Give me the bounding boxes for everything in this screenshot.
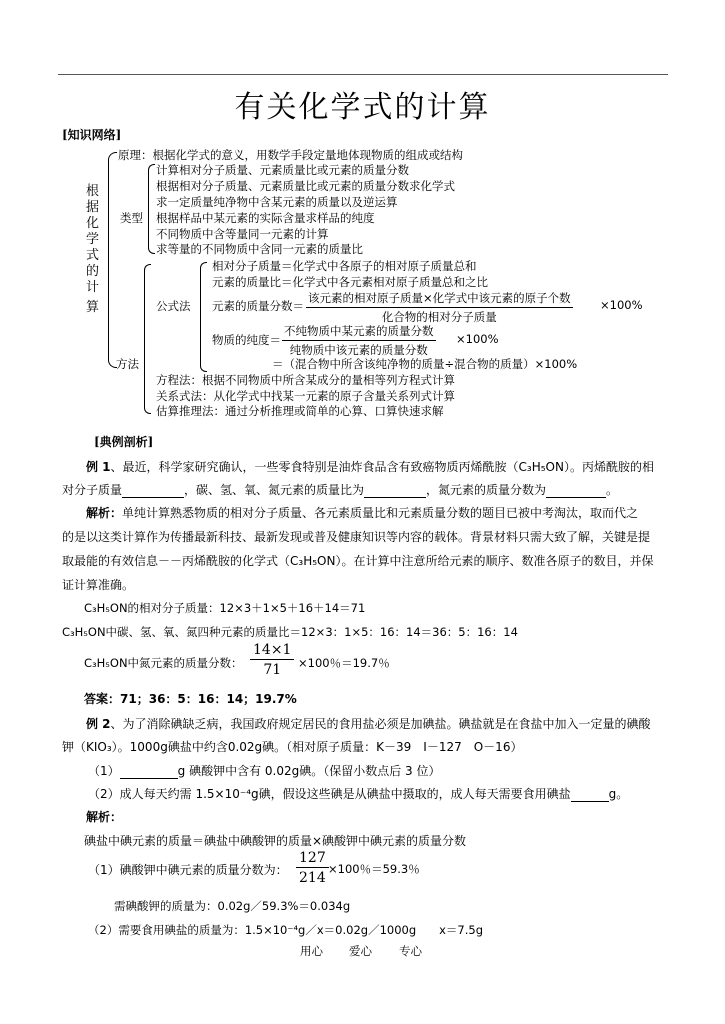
example1-analysis-line1: 解析：单纯计算熟悉物质的相对分子质量、各元素质量比和元素质量分数的题目已被中考淘汰，取而代之	[86, 506, 639, 520]
type-item: 根据相对分子质量、元素质量比或元素的质量分数求化学式	[156, 179, 455, 193]
type-item: 求一定质量纯净物中含某元素的质量以及逆运算	[156, 195, 398, 209]
method-equation: 方程法：根据不同物质中所含某成分的量相等列方程式计算	[156, 373, 455, 387]
formula-purity-label: 物质的纯度＝	[212, 333, 281, 347]
example2-analysis-line1: 碘盐中碘元素的质量＝碘盐中碘酸钾的质量×碘酸钾中碘元素的质量分数	[84, 834, 467, 848]
vertical-char: 学	[86, 232, 100, 247]
formula-mass-fraction	[306, 290, 573, 325]
example2-line2: 钾（KIO₃）。1000g碘盐中约含0.02g碘。（相对原子质量：K－39 I－127 O－16）	[62, 740, 523, 754]
types-brace	[148, 164, 155, 254]
fraction-denominator: 214	[299, 870, 326, 886]
example1-line1: 例 1、最近，科学家研究确认，一些零食特别是油炸食品含有致癌物质丙烯酰胺（C₃H₅ON）。丙烯酰胺的相	[86, 460, 654, 474]
vertical-char: 据	[86, 200, 100, 215]
example1-line2: 对分子质量 ，碳、氢、氧、氮元素的质量比为 ，氮元素的质量分数为 。	[62, 483, 619, 497]
example2-line1: 例 2、为了消除碘缺乏病，我国政府规定居民的食用盐必须是加碘盐。碘盐就是在食盐中加入一定量的碘酸	[86, 717, 651, 731]
vertical-char: 式	[86, 248, 100, 263]
example2-iodine-fraction-label: （1）碘酸钾中碘元素的质量分数为：	[88, 863, 288, 877]
vertical-char: 计	[86, 280, 100, 295]
vertical-char: 根	[86, 184, 100, 199]
vertical-char: 化	[86, 216, 100, 231]
type-item: 计算相对分子质量、元素质量比或元素的质量分数	[156, 163, 409, 177]
formula-method-label: 公式法	[156, 299, 191, 313]
vertical-char: 的	[86, 264, 100, 279]
footer-text: 用心	[300, 944, 323, 958]
header-rule	[58, 74, 668, 75]
fraction-numerator: 该元素的相对原子质量×化学式中该元素的原子个数	[306, 290, 573, 308]
example2-analysis-label: 解析：	[86, 810, 123, 824]
fraction-numerator: 14×1	[250, 642, 294, 660]
principle-text: 原理：根据化学式的意义，用数学手段定量地体现物质的组成或结构	[118, 148, 463, 162]
type-item: 根据样品中某元素的实际含量求样品的纯度	[156, 211, 375, 225]
type-item: 求等量的不同物质中含同一元素的质量比	[156, 242, 363, 256]
page-title: 有关化学式的计算	[234, 90, 491, 125]
formula-molecular-mass: 相对分子质量＝化学式中各原子的相对原子质量总和	[212, 259, 477, 273]
formula-purity-fraction	[282, 323, 436, 358]
example1-answer: 答案：71；36：5：16：14；19.7%	[84, 692, 297, 706]
example2-potassium-iodate-mass: 需碘酸钾的质量为：0.02g／59.3%＝0.034g	[114, 899, 351, 913]
formula-mass-ratio: 元素的质量比＝化学式中各元素相对原子质量总和之比	[212, 275, 488, 289]
answer-blank[interactable]	[364, 485, 426, 498]
formula-mass-fraction-suffix: ×100%	[600, 298, 643, 312]
fraction-denominator: 化合物的相对分子质量	[381, 310, 497, 324]
example1-calc-nitrogen-label: C₃H₅ON中氮元素的质量分数：	[84, 656, 243, 670]
type-item: 不同物质中含等量同一元素的计算	[156, 227, 329, 241]
methods-label: 方法	[116, 357, 139, 371]
fraction-numerator: 127	[296, 850, 329, 868]
example2-question2: （2）成人每天约需 1.5×10⁻⁴g碘，假设这些碘是从碘盐中摄取的，成人每天需要食用碘盐 g。	[88, 787, 629, 801]
answer-blank[interactable]	[122, 485, 184, 498]
answer-blank[interactable]	[571, 789, 609, 802]
example1-label: 例 1	[86, 460, 111, 474]
example2-iodine-fraction-result: ×100％＝59.3％	[328, 862, 420, 876]
example2-iodine-fraction	[296, 850, 329, 886]
vertical-char: 算	[86, 300, 100, 315]
example1-calc-nitrogen-result: ×100％＝19.7％	[298, 656, 390, 670]
methods-brace	[144, 264, 151, 414]
formula-purity-alt: ＝（混合物中所含该纯净物的质量÷混合物的质量）×100%	[272, 357, 578, 371]
types-label: 类型	[120, 211, 143, 225]
footer-text: 爱心	[349, 944, 372, 958]
example1-analysis-line3: 取最能的有效信息－－丙烯酰胺的化学式（C₃H₅ON）。在计算中注意所给元素的顺序、数准各原子的数目，并保	[62, 554, 654, 568]
example1-calc-mass-ratio: C₃H₅ON中碳、氢、氧、氮四种元素的质量比＝12×3：1×5：16：14＝36：5：16：14	[62, 625, 518, 639]
example-section-header: [典例剖析]	[94, 435, 154, 449]
example2-salt-mass: （2）需要食用碘盐的质量为：1.5×10⁻⁴g／x＝0.02g／1000g x＝7.5g	[88, 923, 484, 937]
footer-text: 专心	[399, 944, 422, 958]
formula-mass-fraction-label: 元素的质量分数＝	[212, 299, 304, 313]
fraction-numerator: 不纯物质中某元素的质量分数	[282, 323, 436, 341]
main-brace	[108, 152, 117, 368]
example1-analysis-line2: 的是以这类计算作为传播最新科技、最新发现或普及健康知识等内容的载体。背景材料只需大致了解，关键是提	[62, 530, 651, 544]
example2-question1: （1） g 碘酸钾中含有 0.02g碘。（保留小数点后 3 位）	[88, 764, 441, 778]
answer-blank[interactable]	[546, 485, 606, 498]
example2-label: 例 2	[86, 717, 111, 731]
formula-brace	[200, 262, 207, 372]
example1-nitrogen-fraction	[250, 642, 294, 678]
fraction-denominator: 纯物质中该元素的质量分数	[289, 343, 428, 357]
knowledge-section-header: [知识网络]	[62, 128, 122, 142]
example1-calc-molecular-mass: C₃H₅ON的相对分子质量：12×3＋1×5＋16＋14＝71	[84, 601, 366, 615]
method-estimation: 估算推理法：通过分析推理或简单的心算、口算快速求解	[156, 404, 444, 418]
formula-purity-suffix: ×100%	[456, 332, 499, 346]
fraction-denominator: 71	[263, 662, 282, 678]
answer-blank[interactable]	[120, 766, 178, 779]
method-relation: 关系式法：从化学式中找某一元素的原子含量关系列式计算	[156, 389, 455, 403]
example1-analysis-line4: 证计算准确。	[62, 578, 135, 592]
